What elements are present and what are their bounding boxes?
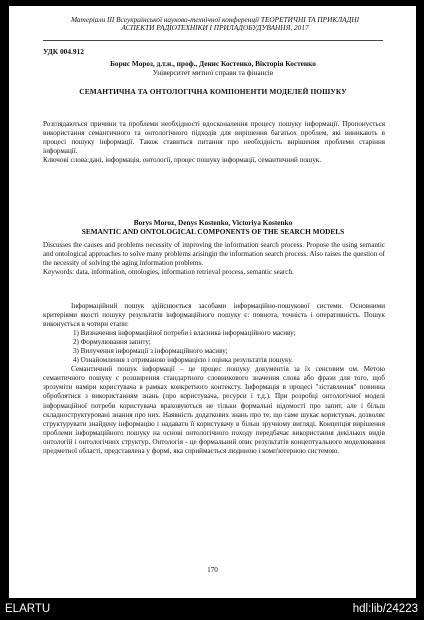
authors-ua: Борис Мороз, д.т.н., проф., Денис Костенко, Вікторія Костенко xyxy=(110,59,316,68)
list-item-4: 4) Ознайомлення з отриманою інформацією і оцінка результатів пошуку. xyxy=(73,356,293,365)
header-line-2: АСПЕКТИ РАДІОТЕХНІКИ І ПРИЛАДОБУДУВАННЯ, 2017 xyxy=(121,23,309,33)
body-text xyxy=(43,302,385,456)
repository-label: ELARTU xyxy=(5,603,51,615)
abstract-en: Discusses the causes and problems necessity of improving the information search process. Propose the using semantic and ontological approaches to solve many problems arisingin the information search process. Also raises the question of the necessity of solving the aging information problems. xyxy=(43,241,385,268)
keywords-en: Keywords: data, information, ontologies, information retrieval process, semantic search. xyxy=(43,268,294,277)
body-paragraph-2: Семантичний пошук інформації – це процес пошуку документів за їх сенсовим ом. Метою семантичного пошуку є розширення стандартного словникового значення слова або фрази для того, щоб зрозуміти наміри користувача в рамках конкретного контексту. Інформація в процесі "зіставлення" повинна оброблятися з використанням знань (про користувача, ресурси і т.д.). При розробці онтологічної моделі інформаційної потреби користувача враховуються не тільки формальні відомості про запит, але і більш складноструктуровані знання про них. Наявність додаткових знань про те, що саме шукає користувач, дозволяє структурувати знайдену інформацію і надавати її користувачу в більш зручному вигляді. Концепція вирішення проблеми інформаційного пошуку на основі онтологічного походу передбачає використання декількох видів онтологій і онтологічних структур. Онтологія - це формальний опис результатів концептуального моделювання предметної області, представлена у формі, яка сприймається людиною і комп'ютерною системою. xyxy=(43,365,385,455)
keywords-ua: Ключові слова:дані, інформація, онтології, процес пошуку інформації, семантичний пошук. xyxy=(43,156,322,165)
list-item-2: 2) Формулювання запиту; xyxy=(73,338,151,347)
abstract-ua: Розглядаються причини та проблеми необхідності вдосконалення процесу пошуку інформації. Пропонується використання семантичного та онтологічного підходів для вирішення багатьох проблем, які виникають в процесі пошуку інформації. Також ставиться питання про необхідність вирішення проблеми старіння інформації. xyxy=(43,120,385,156)
conference-header xyxy=(65,16,365,33)
authors-en: Borys Moroz, Denys Kostenko, Victoriya Kostenko xyxy=(133,218,293,227)
abstract-block-en xyxy=(43,241,385,277)
affiliation-ua: Університет митної справи та фінансів xyxy=(152,68,274,78)
abstract-block-ua xyxy=(43,120,385,165)
page-number: 170 xyxy=(207,566,218,574)
paper-title-en: SEMANTIC AND ONTOLOGICAL COMPONENTS OF THE SEARCH MODELS xyxy=(81,227,345,237)
header-divider xyxy=(43,40,383,41)
authors-block-ua xyxy=(43,59,383,78)
authors-block-en xyxy=(43,218,383,237)
header-line-1: Матеріали ІІІ Всеукраїнської науково-технічної конференції ТЕОРЕТИЧНІ ТА ПРИКЛАДНІ xyxy=(70,15,360,24)
document-page xyxy=(9,6,416,598)
list-item-3: 3) Вилучення інформації з інформаційного масиву; xyxy=(73,347,228,356)
list-item-1: 1) Визначення інформаційної потреби і власника інформаційного масиву; xyxy=(73,329,296,338)
body-paragraph-1: Інформаційний пошук здійснюється засобами інформаційно-пошукової системи. Основними критеріями якості пошуку результатів інформаційного пошуку є: повнота, точність і оперативність. Пошук виконується в чотири етапи: xyxy=(43,302,385,329)
handle-identifier: hdl:lib/24223 xyxy=(352,603,418,615)
udk-code: УДК 004.912 xyxy=(43,47,84,56)
paper-title-ua: СЕМАНТИЧНА ТА ОНТОЛОГІЧНА КОМПОНЕНТИ МОДЕЛЕЙ ПОШУКУ xyxy=(79,87,347,96)
